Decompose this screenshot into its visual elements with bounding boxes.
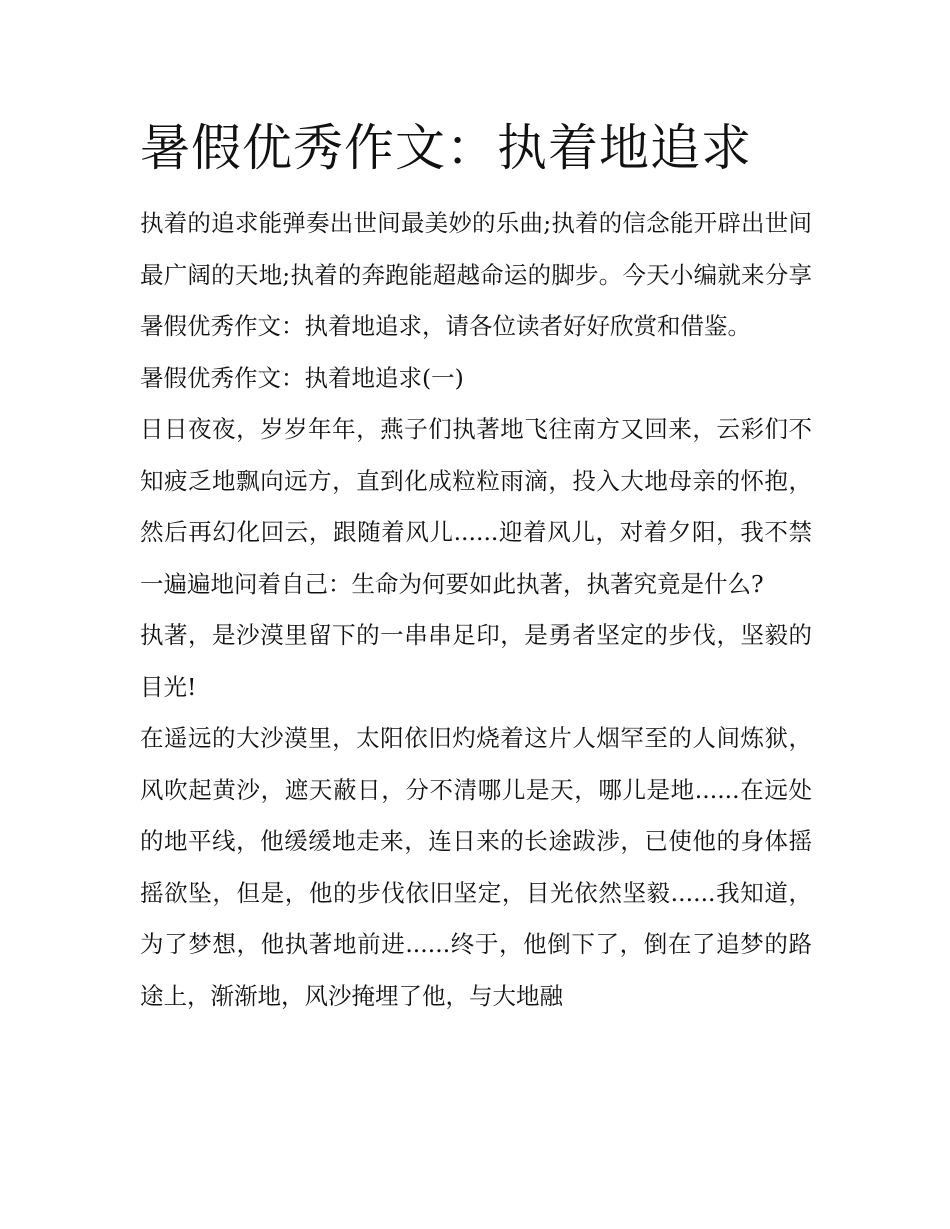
paragraph-desert: 在遥远的大沙漠里，太阳依旧灼烧着这片人烟罕至的人间炼狱，风吹起黄沙，遮天蔽日，分不清哪儿是天，哪儿是地......在远处的地平线，他缓缓地走来，连日来的长途跋涉，已使他的身体摇摇欲坠，但是，他的步伐依旧坚定，目光依然坚毅......我知道，为了梦想，他执著地前进......终于，他倒下了，倒在了追梦的路途上，渐渐地，风沙掩埋了他，与大地融 (140, 724, 812, 1010)
paragraph-persistence: 执著，是沙漠里留下的一串串足印，是勇者坚定的步伐，坚毅的目光! (140, 621, 812, 701)
document-title: 暑假优秀作文：执着地追求 (140, 119, 752, 177)
document-page (140, 112, 812, 1022)
paragraph-swallows: 日日夜夜，岁岁年年，燕子们执著地飞往南方又回来，云彩们不知疲乏地飘向远方，直到化成粒粒雨滴，投入大地母亲的怀抱，然后再幻化回云，跟随着风儿......迎着风儿，对着夕阳，我不禁一遍遍地问着自己：生命为何要如此执著，执著究竟是什么? (140, 415, 812, 598)
paragraph-intro: 执着的追求能弹奏出世间最美妙的乐曲;执着的信念能开辟出世间最广阔的天地;执着的奔跑能超越命运的脚步。今天小编就来分享暑假优秀作文：执着地追求，请各位读者好好欣赏和借鉴。 (140, 209, 812, 340)
paragraph-subtitle: 暑假优秀作文：执着地追求(一) (140, 363, 464, 392)
